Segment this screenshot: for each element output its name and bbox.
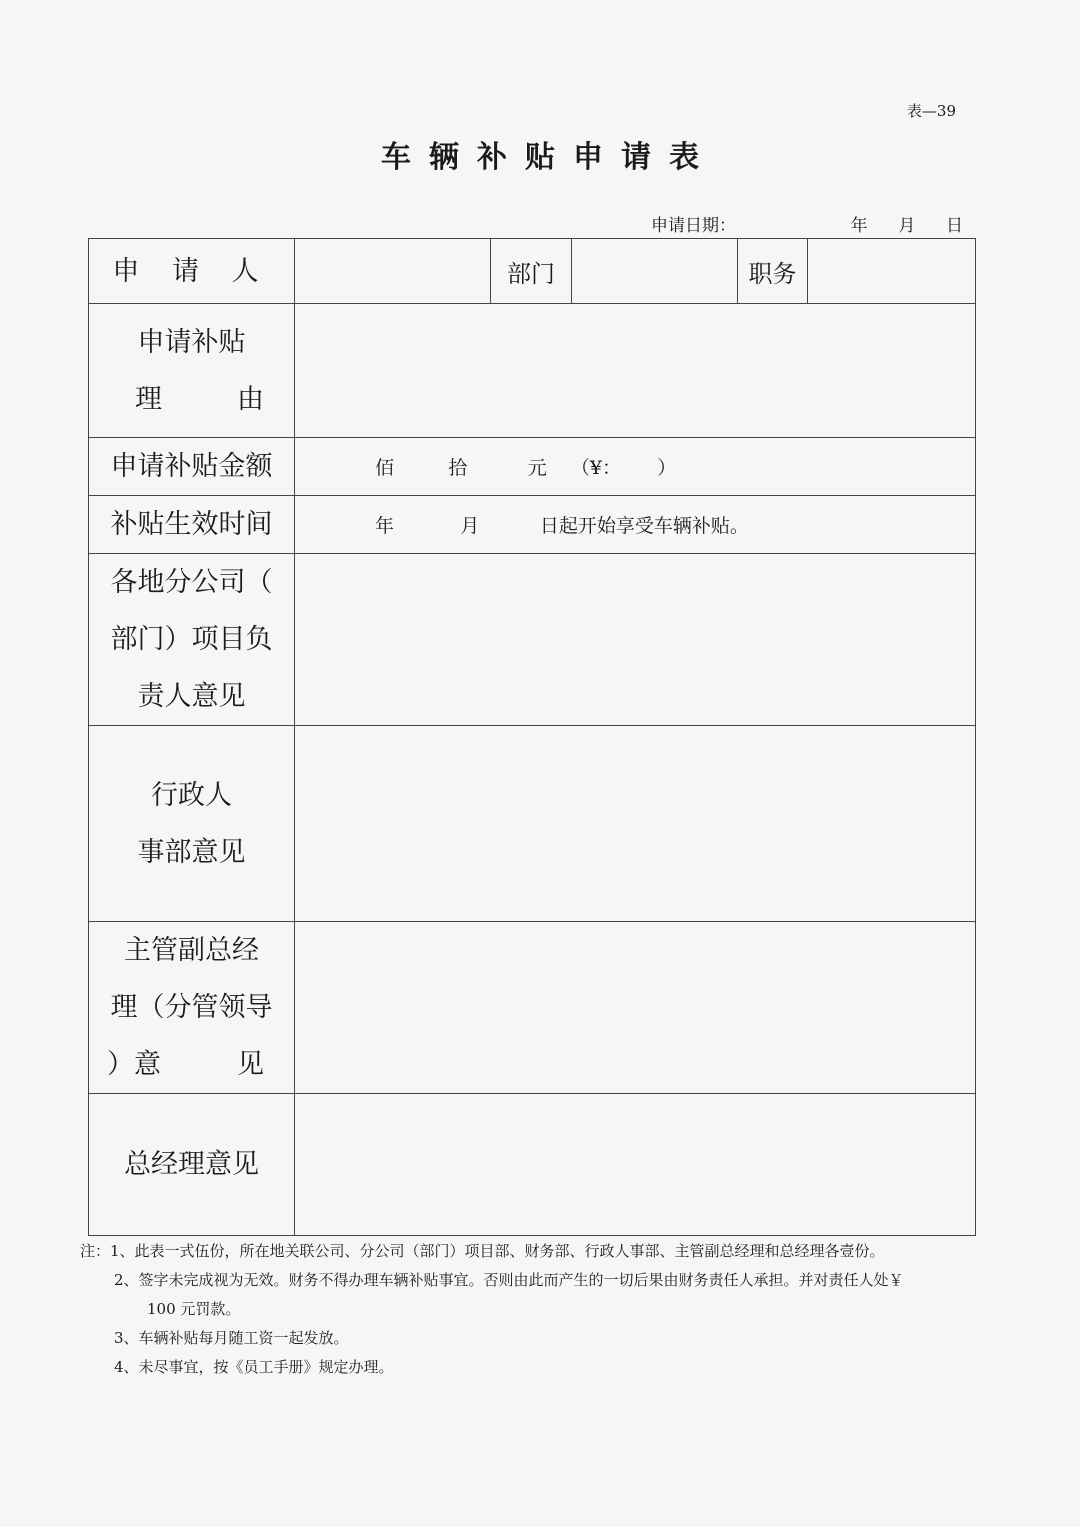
vp-label-line-1: 主管副总经 — [124, 935, 259, 966]
hr-label-line-2: 事部意见 — [137, 836, 246, 868]
vp-label-yi: ）意 — [107, 1049, 161, 1080]
page-title: 车辆补贴申请表 — [381, 140, 717, 175]
date-month-unit: 月 — [898, 216, 916, 236]
gm-opinion-field[interactable] — [295, 1094, 976, 1236]
effective-time-field[interactable]: 年 月 日起开始享受车辆补贴。 — [295, 496, 976, 554]
vp-label-line-2: 理（分管领导 — [110, 992, 273, 1023]
hr-opinion-field[interactable] — [295, 726, 976, 922]
branch-opinion-label — [89, 554, 295, 726]
hr-opinion-label — [89, 726, 295, 922]
branch-opinion-field[interactable] — [295, 554, 976, 726]
application-date-line — [651, 211, 963, 236]
department-field[interactable] — [572, 239, 738, 304]
branch-label-line-3: 责人意见 — [137, 681, 246, 712]
hr-label-line-1: 行政人 — [151, 779, 232, 811]
note-2-continued: 100 元罚款。 — [147, 1300, 241, 1318]
branch-label-line-2: 部门）项目负 — [110, 624, 273, 655]
date-label: 申请日期： — [651, 216, 736, 236]
vp-label-line-3 — [89, 1036, 294, 1093]
note-2: 2、签字未完成视为无效。财务不得办理车辆补贴事宜。否则由此而产生的一切后果由财务责任人承担。并对责任人处￥ — [114, 1271, 904, 1289]
reason-label-line-1: 申请补贴 — [137, 326, 246, 358]
gm-opinion-label: 总经理意见 — [89, 1094, 295, 1236]
position-label: 职务 — [738, 239, 808, 304]
applicant-field[interactable] — [295, 239, 491, 304]
form-number: 表—39 — [906, 102, 956, 120]
reason-label — [89, 304, 295, 438]
reason-field[interactable] — [295, 304, 976, 438]
reason-label-line-2 — [89, 371, 294, 428]
department-label: 部门 — [491, 239, 572, 304]
branch-label-line-1: 各地分公司（ — [110, 567, 273, 598]
date-day-unit: 日 — [945, 216, 963, 236]
amount-label: 申请补贴金额 — [89, 438, 295, 496]
application-form-table — [88, 238, 976, 1236]
vp-label-jian: 见 — [237, 1049, 264, 1080]
vp-opinion-field[interactable] — [295, 922, 976, 1094]
note-4: 4、未尽事宜，按《员工手册》规定办理。 — [114, 1358, 394, 1376]
amount-field[interactable]: 佰 拾 元 （¥： ） — [295, 438, 976, 496]
applicant-label: 申 请 人 — [89, 239, 295, 304]
position-field[interactable] — [808, 239, 976, 304]
reason-label-you: 由 — [237, 383, 264, 415]
vp-opinion-label — [89, 922, 295, 1094]
effective-time-label: 补贴生效时间 — [89, 496, 295, 554]
note-1: 注：1、此表一式伍份，所在地关联公司、分公司（部门）项目部、财务部、行政人事部、主管副总经理和总经理各壹份。 — [80, 1242, 885, 1260]
notes-section — [80, 1237, 980, 1382]
note-3: 3、车辆补贴每月随工资一起发放。 — [114, 1329, 349, 1347]
date-year-unit: 年 — [850, 216, 868, 236]
reason-label-li: 理 — [135, 383, 162, 415]
